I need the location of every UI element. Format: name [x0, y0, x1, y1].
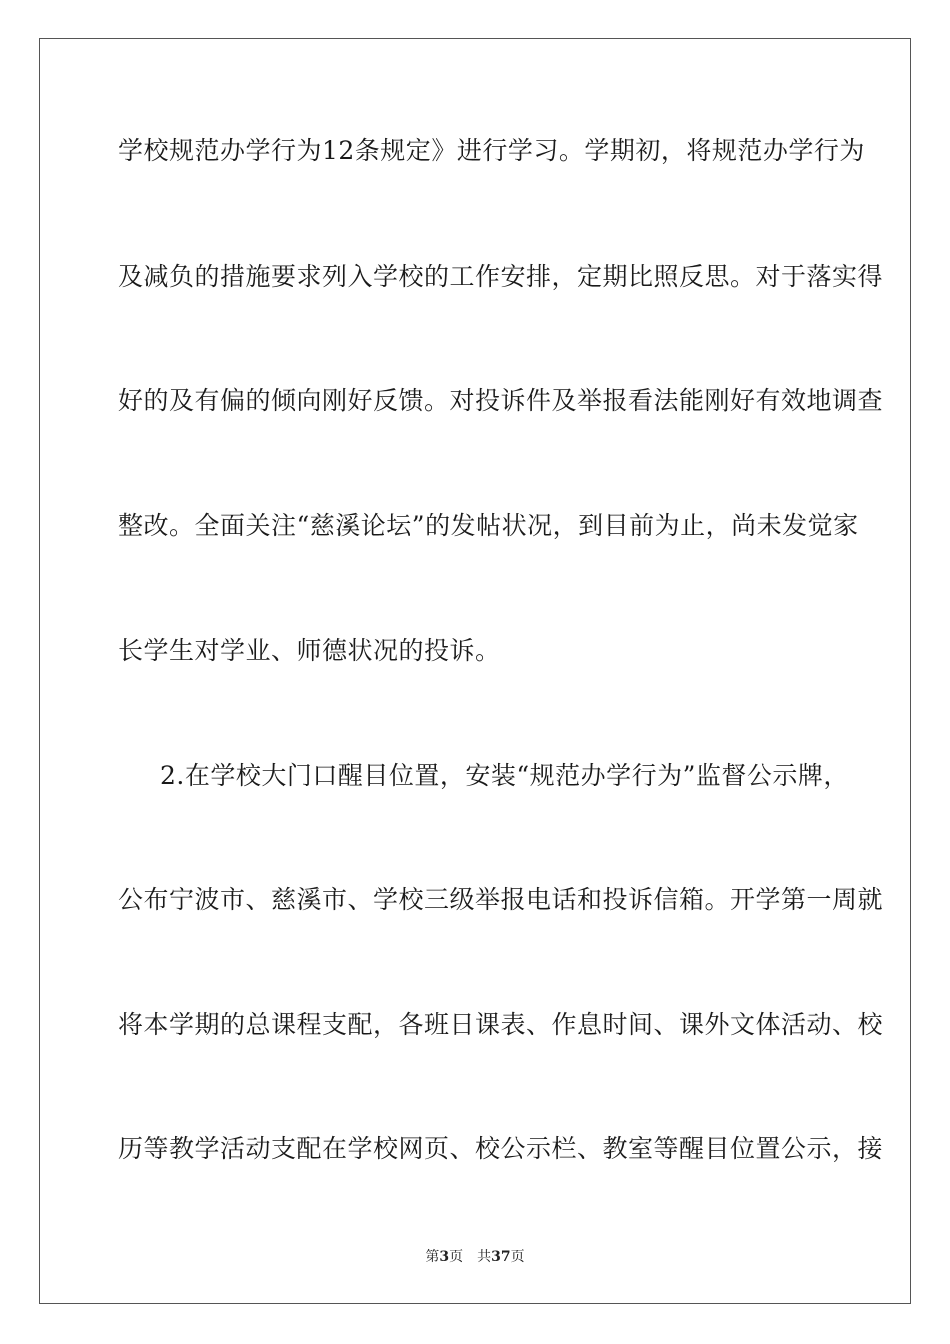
- body-line-1: 学校规范办学行为12条规定》进行学习。学期初，将规范办学行为: [118, 136, 865, 165]
- footer-page-prefix: 第: [425, 1249, 440, 1265]
- body-line-4: 整改。全面关注“慈溪论坛”的发帖状况，到目前为止，尚未发觉家: [118, 511, 859, 540]
- footer-total-pages: 37: [491, 1249, 511, 1265]
- footer-page-number: 3: [439, 1249, 450, 1265]
- body-line-2: 及减负的措施要求列入学校的工作安排，定期比照反思。对于落实得: [118, 262, 884, 291]
- body-line-8: 将本学期的总课程支配，各班日课表、作息时间、课外文体活动、校: [118, 1010, 884, 1039]
- body-line-9: 历等教学活动支配在学校网页、校公示栏、教室等醒目位置公示，接: [118, 1134, 884, 1163]
- page-footer: [0, 1248, 950, 1266]
- body-line-3: 好的及有偏的倾向刚好反馈。对投诉件及举报看法能刚好有效地调查: [118, 386, 884, 415]
- footer-total-prefix: 共: [477, 1249, 492, 1265]
- footer-total-suffix: 页: [510, 1249, 525, 1265]
- body-line-6: 2.在学校大门口醒目位置，安装“规范办学行为”监督公示牌，: [160, 761, 849, 790]
- body-line-7: 公布宁波市、慈溪市、学校三级举报电话和投诉信箱。开学第一周就: [118, 885, 884, 914]
- body-line-5: 长学生对学业、师德状况的投诉。: [118, 636, 501, 665]
- footer-page-suffix: 页: [449, 1249, 464, 1265]
- page-border: [39, 38, 911, 1304]
